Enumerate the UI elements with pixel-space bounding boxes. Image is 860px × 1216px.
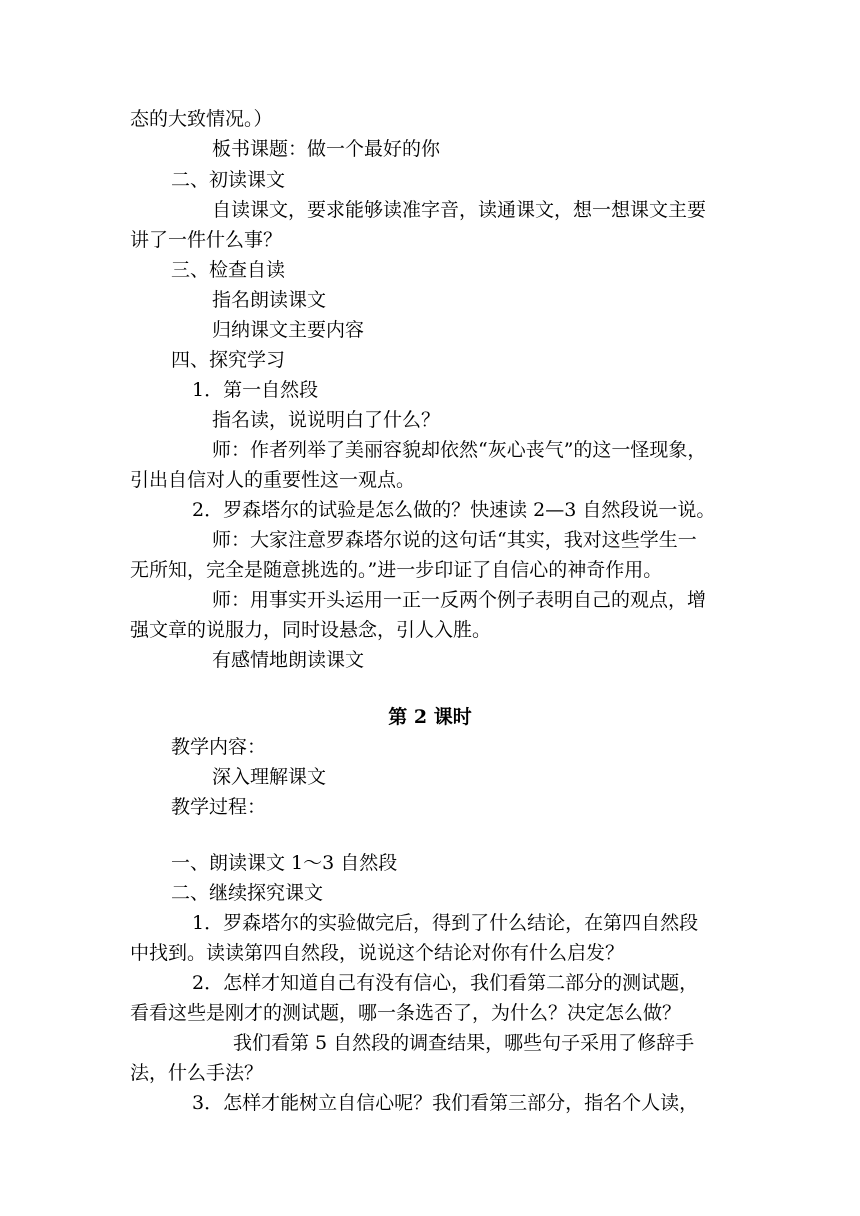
text-line: 无所知，完全是随意挑选的。”进一步印证了自信心的神奇作用。 [130, 559, 663, 581]
text-line: 有感情地朗读课文 [212, 649, 365, 671]
numbered-item: 3．怎样才能树立自信心呢？我们看第三部分，指名个人读， [192, 1092, 699, 1114]
text-line: 指名朗读课文 [212, 289, 327, 311]
section-heading: 三、检查自读 [171, 259, 286, 281]
text-line: 师：大家注意罗森塔尔说的这句话“其实，我对这些学生一 [212, 529, 697, 551]
section-heading: 二、初读课文 [171, 169, 286, 191]
text-line: 法，什么手法？ [130, 1062, 264, 1084]
text-line: 指名读，说说明白了什么？ [212, 409, 441, 431]
section-heading: 四、探究学习 [171, 349, 286, 371]
lesson-heading: 第 2 课时 [388, 706, 472, 728]
text-line: 中找到。读读第四自然段，说说这个结论对你有什么启发？ [130, 942, 625, 964]
text-line: 师：用事实开头运用一正一反两个例子表明自己的观点，增 [212, 589, 707, 611]
text-line: 深入理解课文 [212, 766, 327, 788]
text-line: 归纳课文主要内容 [212, 319, 365, 341]
text-line: 我们看第 5 自然段的调查结果，哪些句子采用了修辞手 [233, 1032, 695, 1054]
text-line: 引出自信对人的重要性这一观点。 [130, 469, 416, 491]
text-line: 师：作者列举了美丽容貌却依然“灰心丧气”的这一怪现象， [212, 439, 707, 461]
numbered-item: 1．第一自然段 [192, 379, 319, 401]
text-line: 讲了一件什么事？ [130, 229, 283, 251]
text-line: 教学过程： [171, 796, 267, 818]
text-line: 看看这些是刚才的测试题，哪一条选否了，为什么？决定怎么做？ [130, 1002, 682, 1024]
text-line: 板书课题：做一个最好的你 [212, 138, 441, 160]
numbered-item: 2．罗森塔尔的试验是怎么做的？快速读 2—3 自然段说一说。 [192, 499, 716, 521]
numbered-item: 2．怎样才知道自己有没有信心，我们看第二部分的测试题， [192, 972, 699, 994]
text-line: 自读课文，要求能够读准字音，读通课文，想一想课文主要 [212, 199, 707, 221]
text-line: 教学内容： [171, 736, 267, 758]
section-heading: 一、朗读课文 1～3 自然段 [171, 852, 398, 874]
section-heading: 二、继续探究课文 [171, 882, 324, 904]
text-line: 强文章的说服力，同时设悬念，引人入胜。 [130, 619, 492, 641]
numbered-item: 1．罗森塔尔的实验做完后，得到了什么结论，在第四自然段 [192, 912, 699, 934]
text-line: 态的大致情况。） [130, 108, 273, 130]
